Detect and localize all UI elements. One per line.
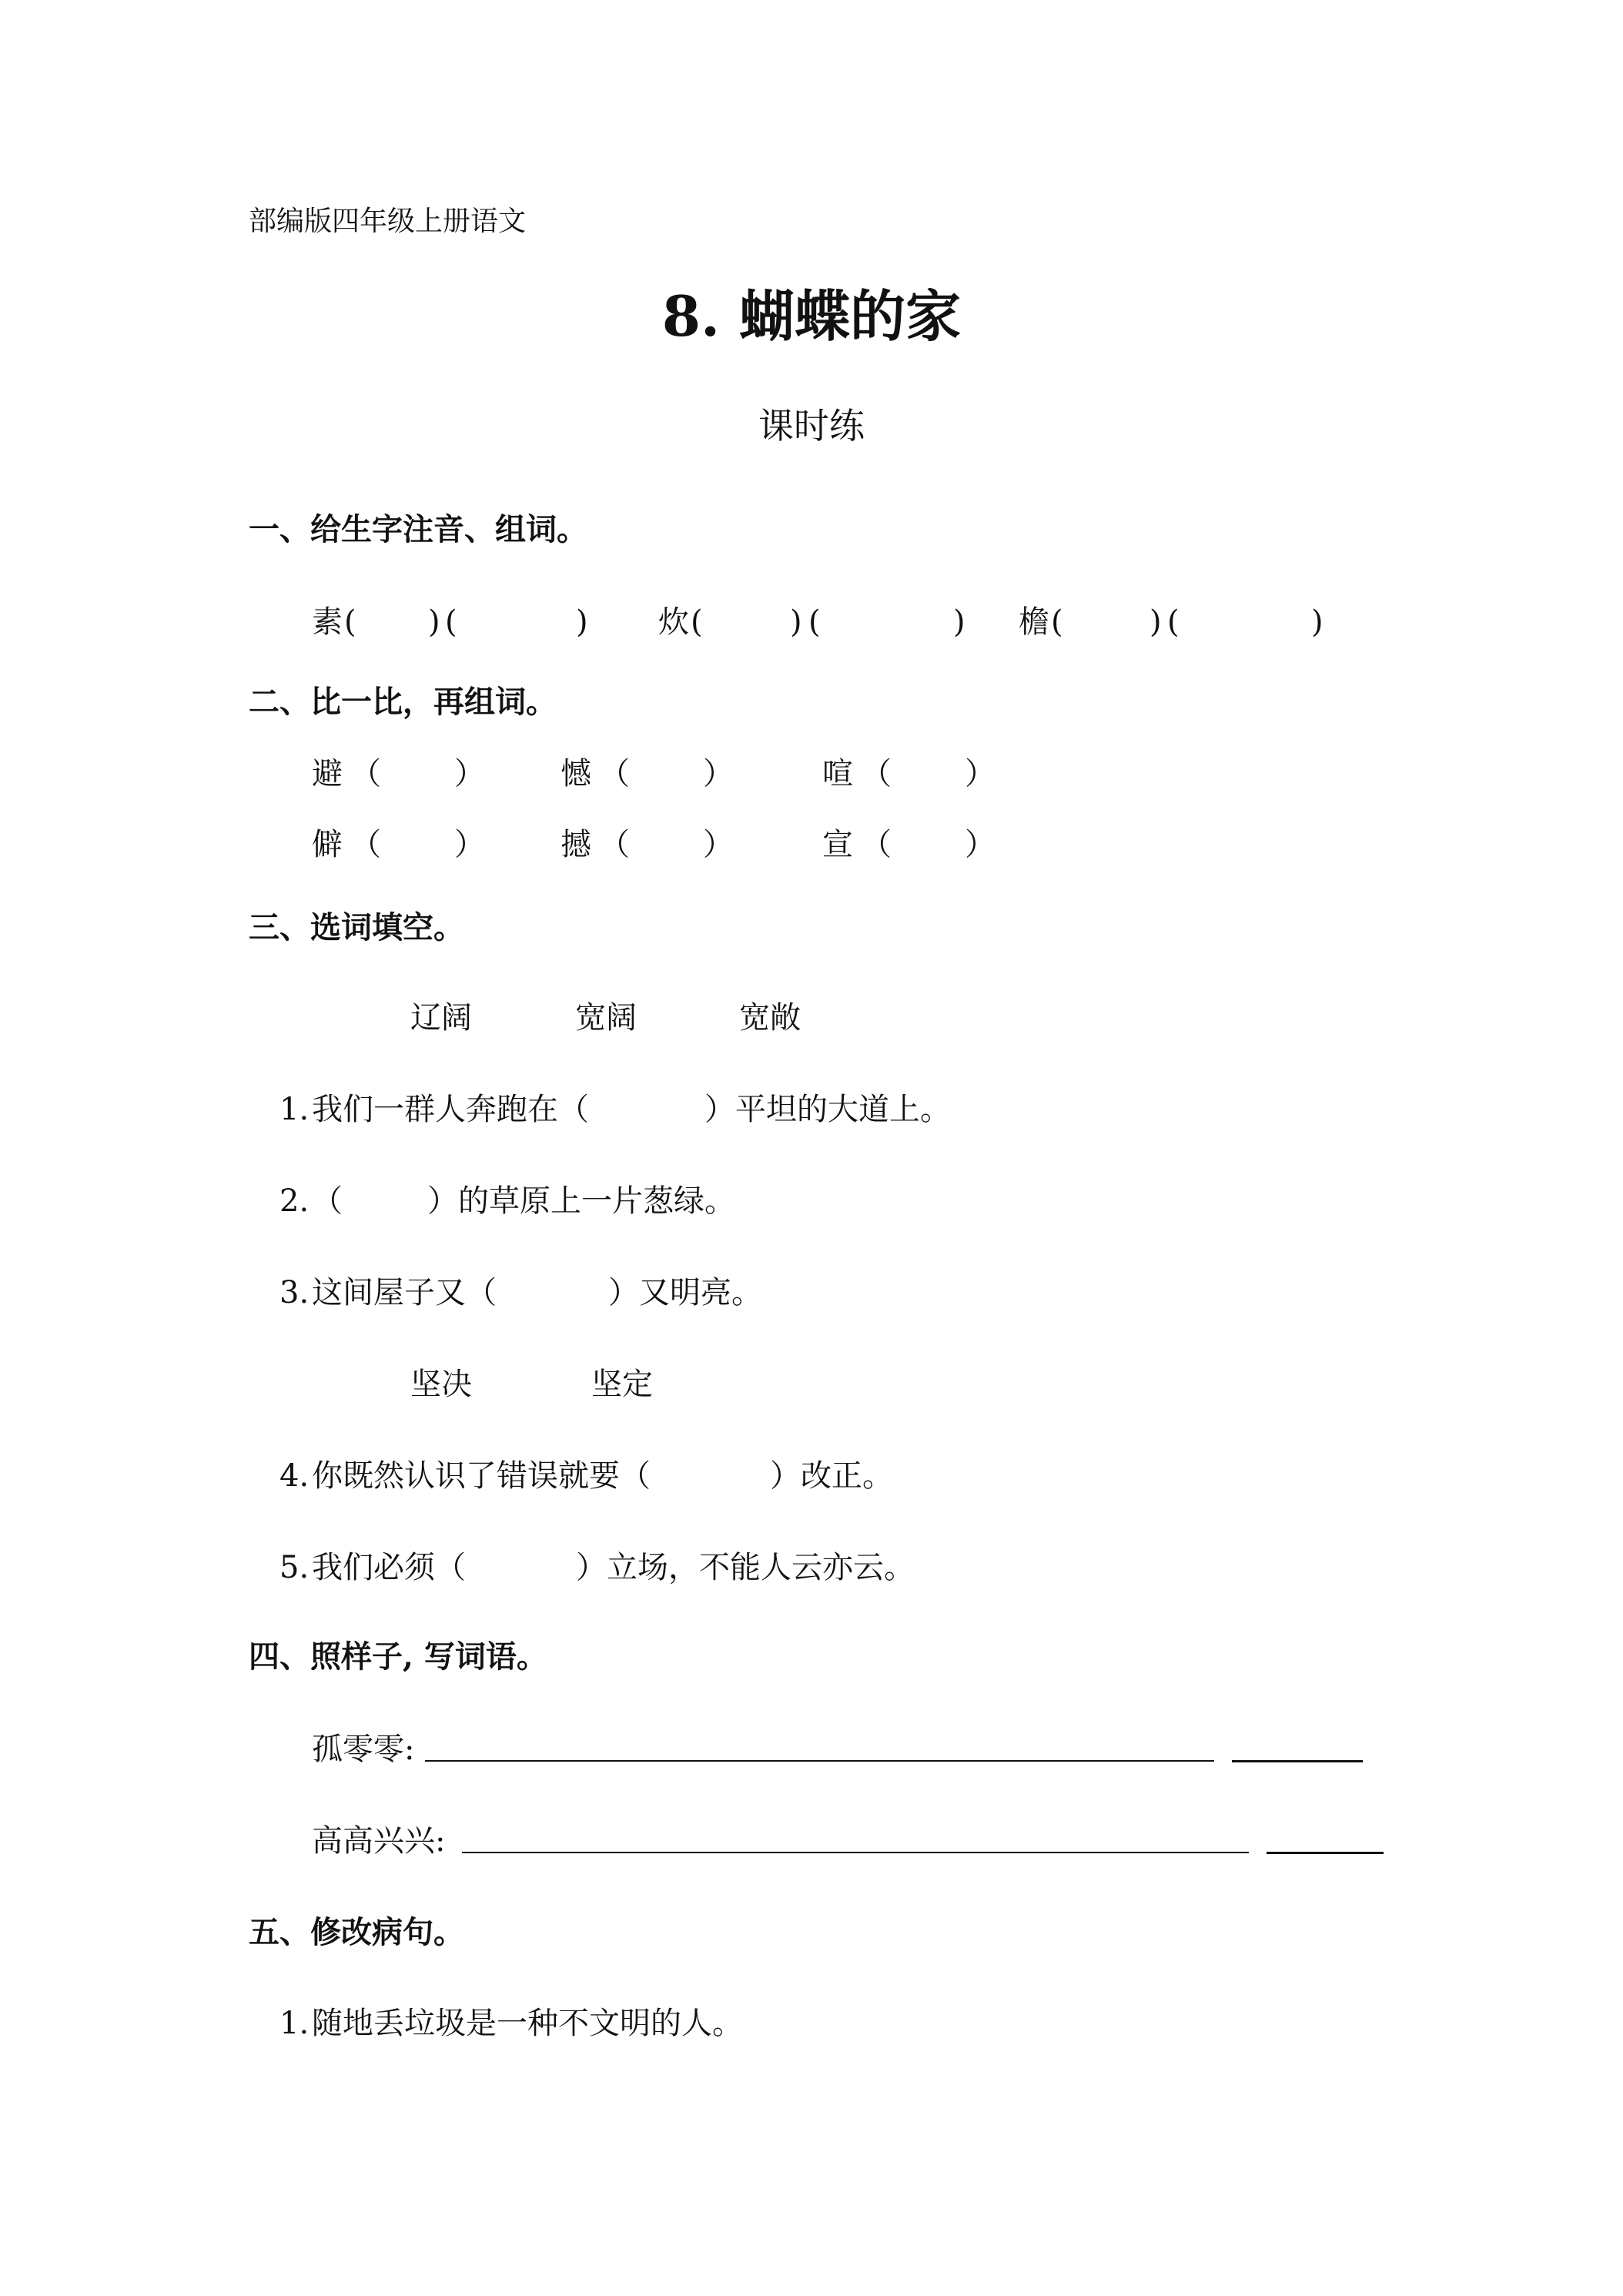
paren-close: ）	[965, 827, 996, 862]
answer-line-short	[1232, 1760, 1363, 1762]
question-text-after: ）又明亮。	[608, 1275, 762, 1310]
answer-line	[462, 1852, 1249, 1853]
book-label: 部编版四年级上册语文	[249, 206, 527, 237]
char-item: 憾	[561, 756, 591, 792]
section-4-heading: 四、照样子, 写词语。	[249, 1638, 547, 1675]
paren-open: （	[861, 756, 892, 792]
question-number: 2.	[279, 1183, 310, 1219]
word-option: 宽敞	[739, 1000, 801, 1036]
char-item: 檐	[1019, 604, 1049, 640]
question-text-before: 你既然认识了错误就要（	[312, 1458, 651, 1494]
question-text-before: （	[312, 1183, 343, 1219]
question-text-after: ）的草原上一片葱绿。	[427, 1183, 735, 1219]
word-option: 坚决	[410, 1367, 472, 1402]
pinyin-paren-open: (	[1051, 604, 1063, 640]
char-item: 僻	[312, 827, 343, 862]
section-1-heading: 一、给生字注音、组词。	[249, 511, 587, 547]
word-option: 宽阔	[575, 1000, 637, 1036]
char-item: 炊	[658, 604, 689, 640]
question-text: 随地丢垃圾是一种不文明的人。	[312, 2006, 743, 2041]
paren-open: （	[350, 756, 381, 792]
word-option: 辽阔	[410, 1000, 472, 1036]
question-text-after: ）平坦的大道上。	[704, 1092, 951, 1127]
word-option: 坚定	[591, 1367, 653, 1402]
section-5-heading: 五、修改病句。	[249, 1914, 464, 1950]
question-number: 5.	[279, 1550, 310, 1585]
page-title: 8. 蝴蝶的家	[661, 283, 962, 349]
section-3-heading: 三、选词填空。	[249, 909, 464, 946]
question-number: 1.	[279, 1092, 310, 1127]
paren-open: （	[599, 827, 630, 862]
paren-open: （	[599, 756, 630, 792]
question-number: 4.	[279, 1458, 310, 1494]
pinyin-paren-close: )	[428, 604, 440, 640]
pinyin-paren-close: )	[1149, 604, 1162, 640]
question-number: 1.	[279, 2006, 310, 2041]
word-paren-close: )	[1311, 604, 1323, 640]
example-word: 高高兴兴:	[312, 1823, 446, 1859]
pinyin-paren-open: (	[344, 604, 356, 640]
answer-line-short	[1267, 1852, 1384, 1854]
paren-close: ）	[703, 756, 734, 792]
page-subtitle: 课时练	[758, 405, 865, 447]
word-paren-open: (	[1167, 604, 1180, 640]
question-text-before: 这间屋子又（	[312, 1275, 497, 1310]
paren-open: （	[861, 827, 892, 862]
char-item: 撼	[561, 827, 591, 862]
paren-open: （	[350, 827, 381, 862]
char-item: 素	[312, 604, 343, 640]
section-2-heading: 二、比一比，再组词。	[249, 684, 557, 720]
char-item: 避	[312, 756, 343, 792]
word-paren-close: )	[953, 604, 965, 640]
paren-close: ）	[965, 756, 996, 792]
example-word: 孤零零:	[312, 1732, 415, 1767]
word-paren-open: (	[808, 604, 821, 640]
question-text-after: ）立场，不能人云亦云。	[576, 1550, 915, 1585]
question-text-after: ）改正。	[770, 1458, 893, 1494]
answer-line	[425, 1760, 1214, 1762]
question-text-before: 我们一群人奔跑在（	[312, 1092, 589, 1127]
pinyin-paren-open: (	[691, 604, 703, 640]
paren-close: ）	[454, 756, 485, 792]
char-item: 喧	[822, 756, 853, 792]
paren-close: ）	[703, 827, 734, 862]
word-paren-close: )	[576, 604, 588, 640]
question-text-before: 我们必须（	[312, 1550, 466, 1585]
pinyin-paren-close: )	[790, 604, 802, 640]
word-paren-open: (	[445, 604, 457, 640]
char-item: 宣	[822, 827, 853, 862]
paren-close: ）	[454, 827, 485, 862]
question-number: 3.	[279, 1275, 310, 1310]
